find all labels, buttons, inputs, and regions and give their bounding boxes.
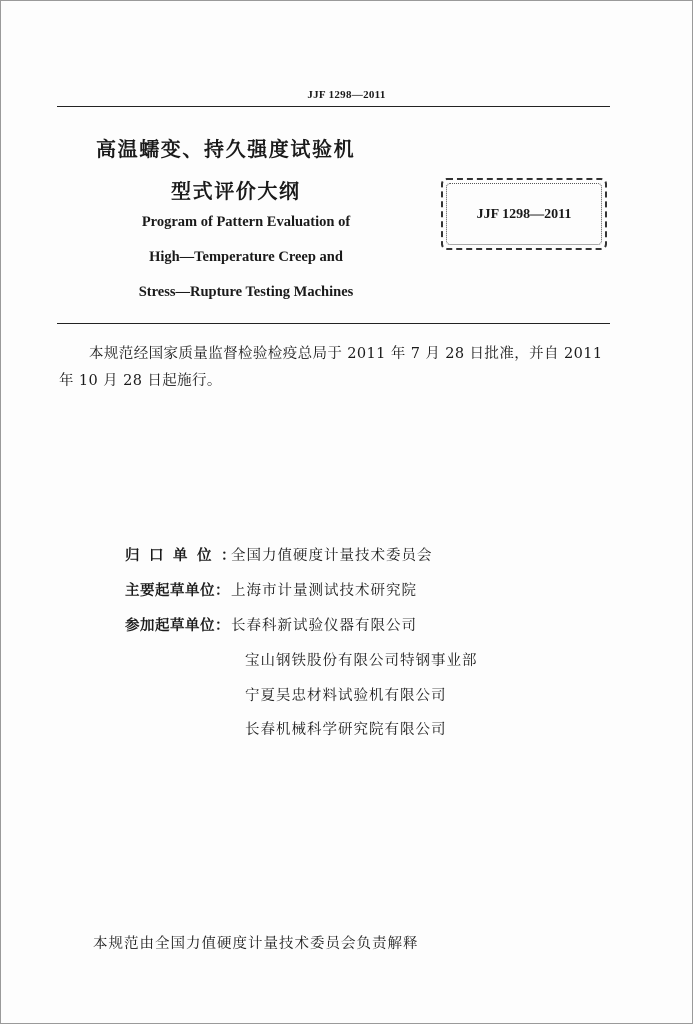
participants-row bbox=[125, 614, 417, 635]
header-rule bbox=[57, 106, 610, 107]
title-chinese-line-1: 高温蠕变、持久强度试验机 bbox=[96, 137, 356, 161]
participant-4: 长春机械科学研究院有限公司 bbox=[245, 722, 447, 738]
main-drafter-row bbox=[125, 579, 417, 600]
standard-code-text: JJF 1298—2011 bbox=[476, 207, 572, 222]
title-english-line-2: High—Temperature Creep and bbox=[149, 249, 343, 265]
owner-value: 全国力值硬度计量技术委员会 bbox=[231, 548, 433, 564]
approval-statement: 本规范经国家质量监督检验检疫总局于 2011 年 7 月 28 日批准，并自 2011 年 10 月 28 日起施行。 bbox=[59, 346, 603, 389]
main-drafter-value: 上海市计量测试技术研究院 bbox=[231, 583, 417, 599]
title-chinese-line-2: 型式评价大纲 bbox=[171, 179, 301, 203]
title-english-line-3: Stress—Rupture Testing Machines bbox=[138, 284, 354, 300]
title-english-line-1: Program of Pattern Evaluation of bbox=[141, 214, 351, 230]
participant-1: 长春科新试验仪器有限公司 bbox=[231, 618, 417, 634]
owner-label: 归口单位： bbox=[125, 548, 245, 564]
interpretation-note: 本规范由全国力值硬度计量技术委员会负责解释 bbox=[93, 936, 419, 952]
title-rule bbox=[57, 323, 610, 324]
participant-3: 宁夏吴忠材料试验机有限公司 bbox=[245, 688, 447, 704]
main-drafter-label: 主要起草单位： bbox=[125, 583, 230, 599]
owner-row bbox=[125, 544, 433, 565]
participants-label: 参加起草单位： bbox=[125, 618, 230, 634]
running-header-code: JJF 1298—2011 bbox=[307, 89, 386, 101]
participant-2: 宝山钢铁股份有限公司特钢事业部 bbox=[245, 653, 478, 669]
standard-code-box bbox=[441, 178, 607, 250]
